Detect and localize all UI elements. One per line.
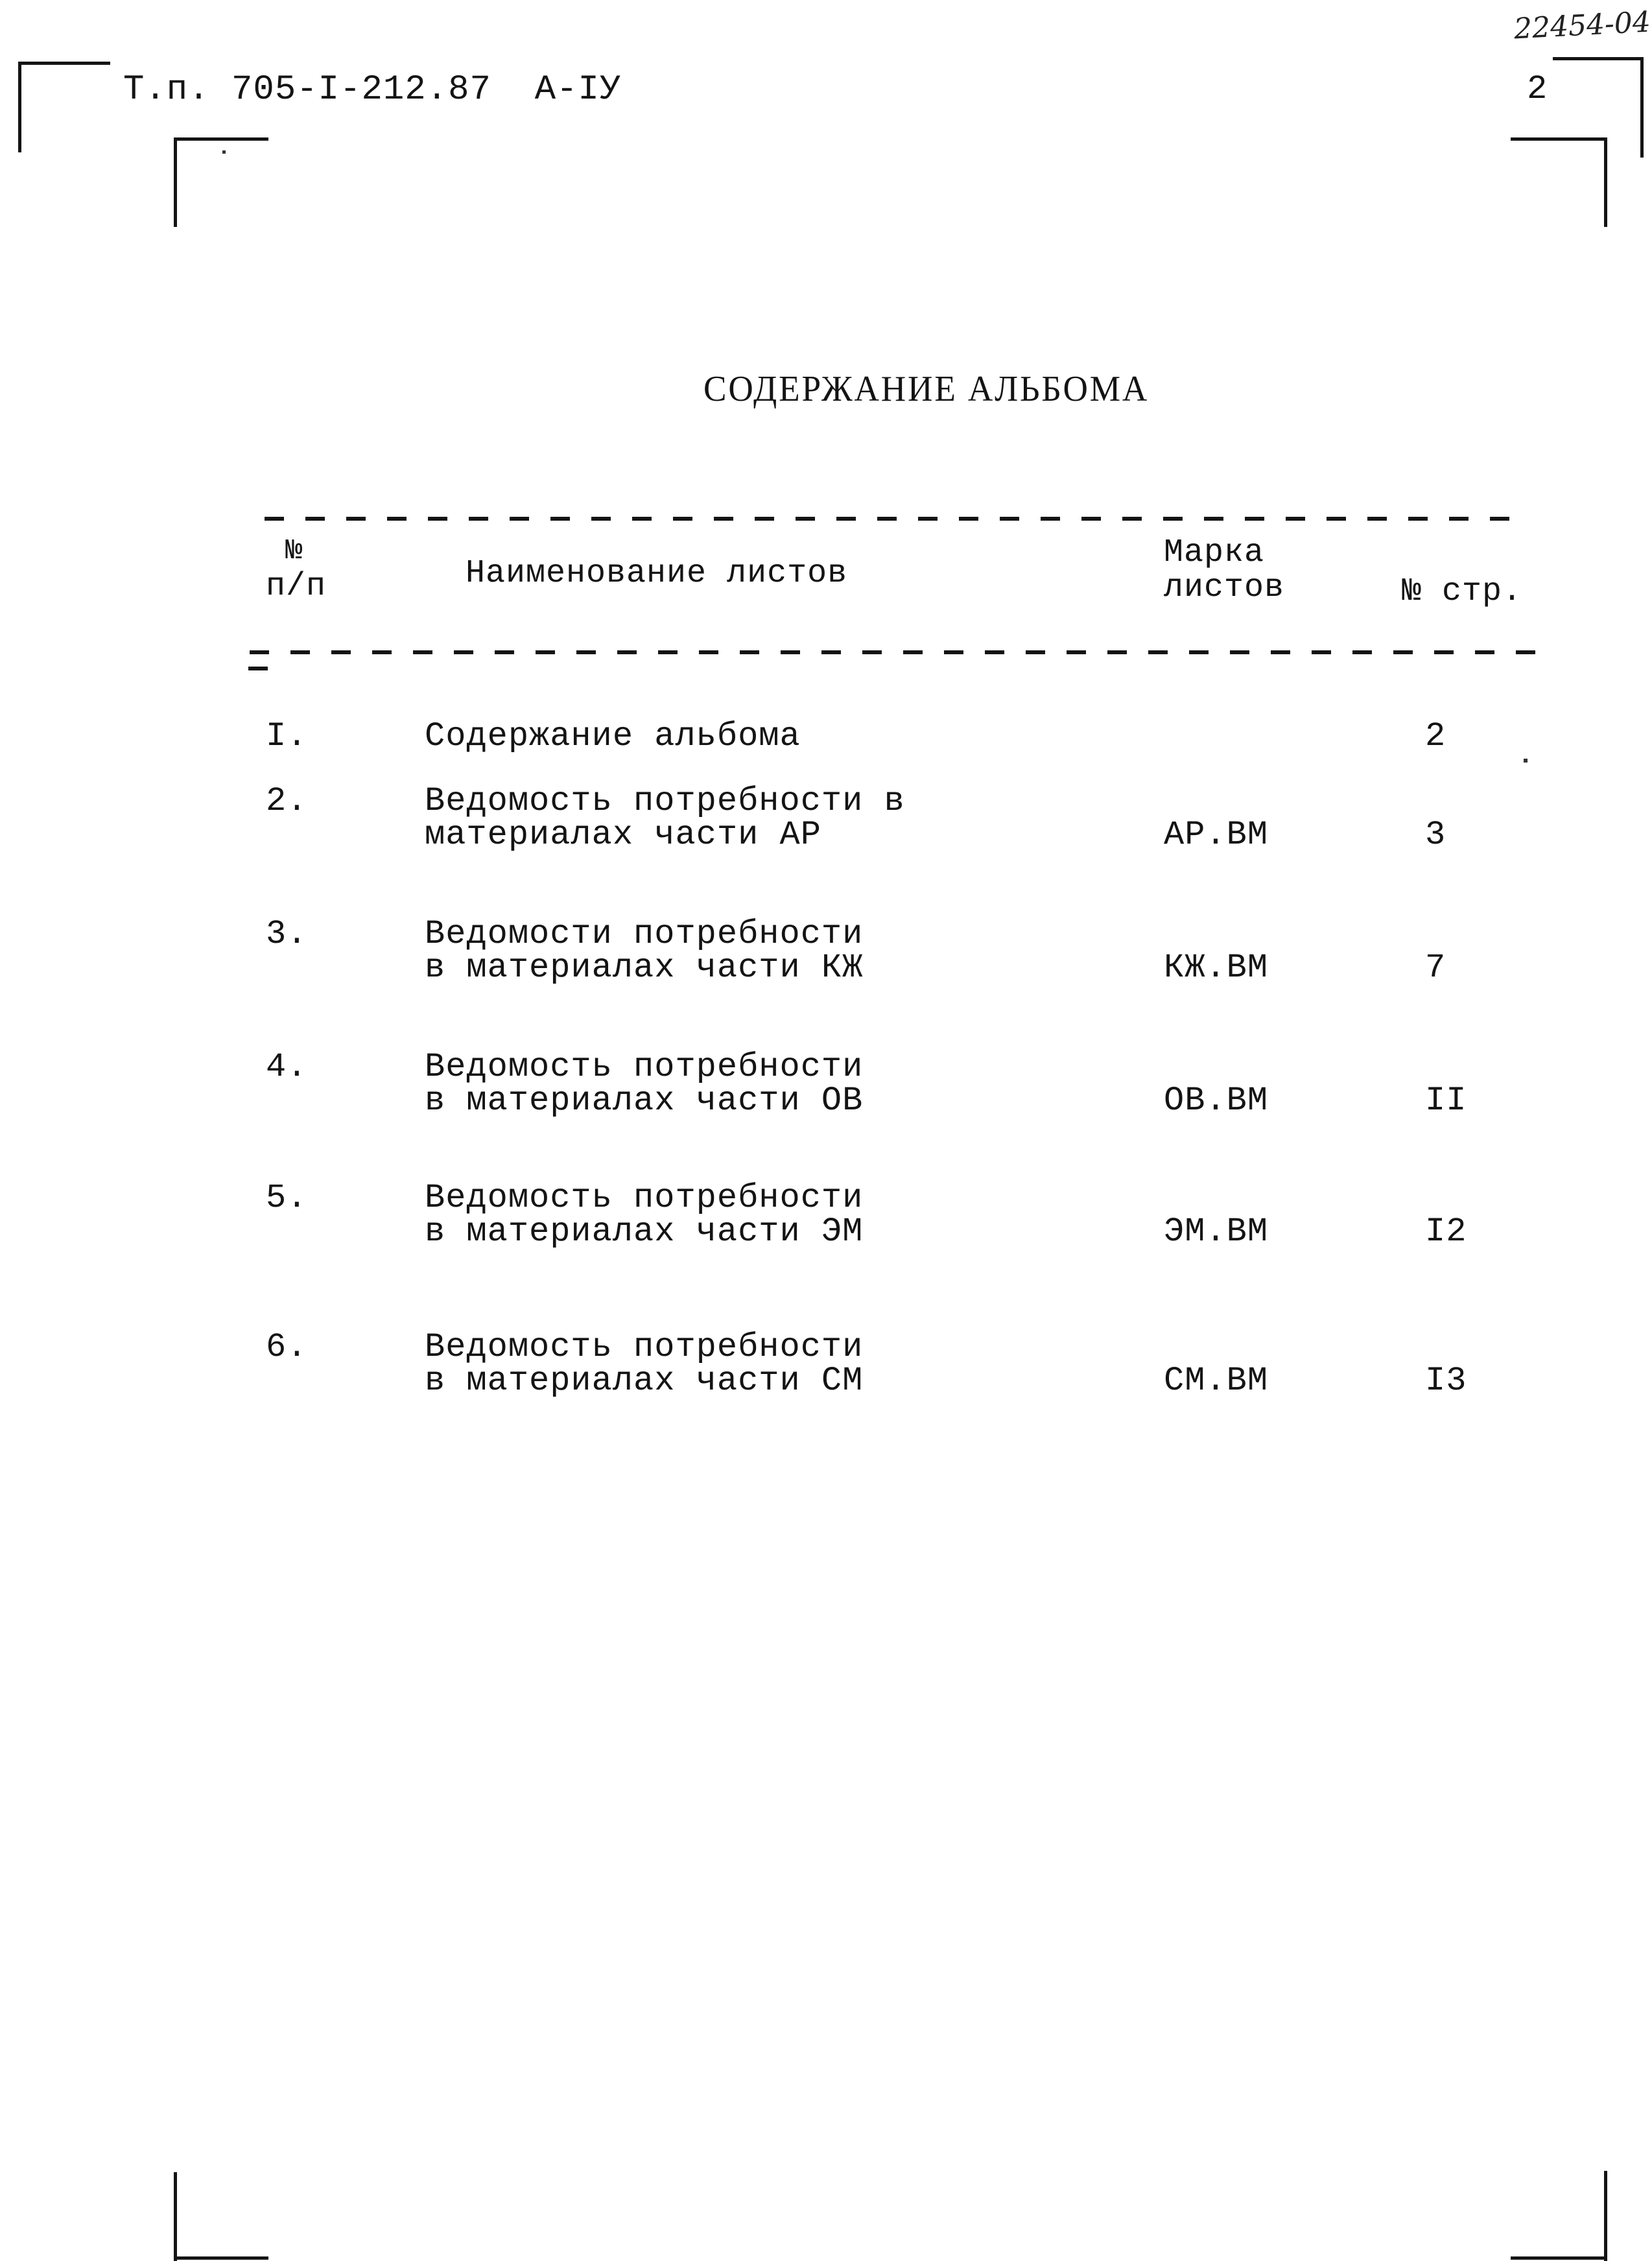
row-number: I. (266, 717, 308, 755)
row-name-line1: Ведомость потребности (425, 1179, 864, 1217)
row-page: II (1425, 1082, 1467, 1120)
row-name-line2: в материалах части КЖ (425, 949, 864, 987)
page-title: СОДЕРЖАНИЕ АЛЬБОМА (703, 369, 1150, 409)
scan-speck (222, 150, 226, 154)
row-number: 2. (266, 782, 308, 820)
row-name: Содержание альбома (425, 717, 801, 755)
row-name-line2: в материалах части ОВ (425, 1082, 864, 1120)
row-page: I3 (1425, 1362, 1467, 1400)
row-number: 3. (266, 915, 308, 953)
row-number: 5. (266, 1179, 308, 1217)
row-page: 2 (1425, 717, 1446, 755)
column-header-number: п/п (266, 568, 327, 605)
scan-speck (1524, 759, 1528, 763)
row-mark: КЖ.ВМ (1164, 949, 1269, 987)
row-name-line1: Ведомость потребности (425, 1048, 864, 1086)
row-page: 7 (1425, 949, 1446, 987)
row-number: 6. (266, 1328, 308, 1366)
row-name-line2: в материалах части СМ (425, 1362, 864, 1400)
handwritten-archive-number: 22454-04 (1513, 5, 1652, 46)
row-name-line1: Ведомость потребности в (425, 782, 905, 820)
row-name-line1: Ведомости потребности (425, 915, 864, 953)
table-header-bottom-rule (250, 650, 1543, 654)
rule-tick (248, 667, 268, 670)
row-mark: ЭМ.ВМ (1164, 1213, 1269, 1251)
row-page: 3 (1425, 816, 1446, 854)
row-page: I2 (1425, 1213, 1467, 1251)
row-mark: АР.ВМ (1164, 816, 1269, 854)
column-header-number-symbol: № (285, 535, 303, 567)
row-name-line1: Ведомость потребности (425, 1328, 864, 1366)
column-header-mark-line2: листов (1164, 569, 1285, 606)
row-name-line2: материалах части АР (425, 816, 821, 854)
sheet-number: 2 (1527, 70, 1548, 108)
column-header-name: Наименование листов (466, 555, 848, 592)
row-number: 4. (266, 1048, 308, 1086)
column-header-page: № стр. (1402, 573, 1523, 610)
document-designation: Т.п. 705-I-212.87 А-IУ (123, 70, 622, 110)
table-header-top-rule (265, 517, 1529, 521)
row-mark: ОВ.ВМ (1164, 1082, 1269, 1120)
column-header-mark-line1: Марка (1164, 534, 1265, 571)
row-name-line2: в материалах части ЭМ (425, 1213, 864, 1251)
row-mark: СМ.ВМ (1164, 1362, 1269, 1400)
